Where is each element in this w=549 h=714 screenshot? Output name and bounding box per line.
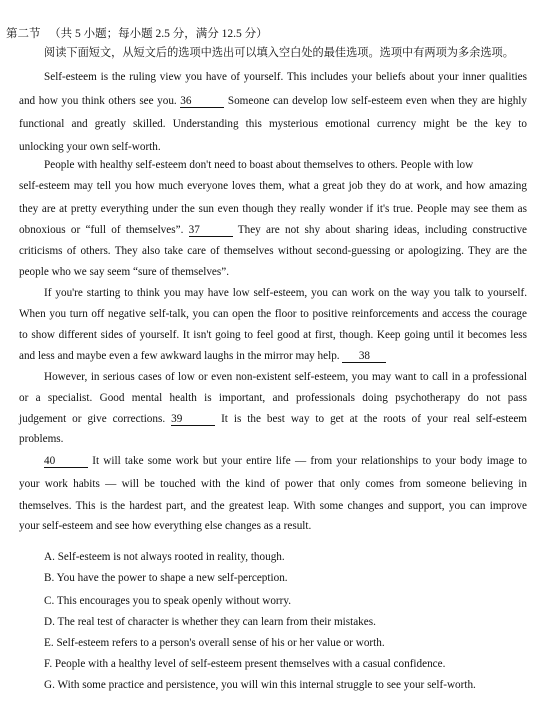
passage-text: and less and maybe even a few awkward laughs in the mirror may help. — [19, 350, 340, 362]
option-letter: D. — [44, 616, 55, 628]
option-a[interactable] — [44, 550, 514, 564]
section-title: 第二节 — [6, 28, 41, 40]
blank-38[interactable]: 38 — [342, 351, 386, 363]
passage-text: It is the best way to get at the roots of your real self-esteem — [221, 413, 528, 425]
passage-line: Self-esteem is the ruling view you have of yourself. This includes your beliefs about your inner qualities — [44, 71, 527, 83]
option-text: Self-esteem is not always rooted in reality, though. — [57, 551, 285, 563]
option-d[interactable] — [44, 615, 514, 629]
section-heading — [6, 27, 514, 41]
passage-text: Someone can develop low self-esteem even when they are highly — [227, 95, 528, 107]
option-letter: C. — [44, 595, 55, 607]
passage-line: self-esteem may tell you how much everyone loves them, what a great job they do at work, and how amazing — [19, 180, 527, 192]
option-text: Self-esteem refers to a person's overall sense of his or her value or worth. — [56, 637, 385, 649]
passage-line: When you turn off negative self-talk, you can open the floor to positive reinforcements and access the courage — [19, 308, 527, 320]
passage-line: themselves. This is the hardest part, and the greatest leap. With some changes and support, you can improve — [19, 500, 527, 512]
passage-line: problems. — [19, 433, 64, 445]
passage-line: your self-esteem and see how everything else changes as a result. — [19, 520, 312, 532]
passage-line: people who we say seem “sure of themselves”. — [19, 266, 230, 278]
blank-40[interactable]: 40 — [44, 456, 88, 468]
option-g[interactable] — [44, 678, 514, 692]
section-instructions: 阅读下面短文，从短文后的选项中选出可以填入空白处的最佳选项。选项中有两项为多余选项。 — [44, 47, 514, 59]
blank-36[interactable]: 36 — [180, 96, 224, 108]
option-e[interactable] — [44, 636, 514, 650]
blank-39[interactable]: 39 — [171, 414, 215, 426]
option-f[interactable] — [44, 657, 514, 671]
passage-text: obnoxious or “full of themselves”. — [19, 224, 184, 236]
option-text: People with a healthy level of self-esteem present themselves with a casual confidence. — [54, 658, 446, 670]
option-text: The real test of character is whether they can learn from their mistakes. — [57, 616, 376, 628]
passage-line: However, in serious cases of low or even non-existent self-esteem, you may want to call in a professional — [44, 371, 527, 383]
passage-text: They are not shy about sharing ideas, including constructive — [237, 224, 528, 236]
passage-text: and how you think others see you. — [19, 95, 177, 107]
passage-line: functional and greatly skilled. Understanding this mysterious emotional currency might be the key to — [19, 118, 527, 130]
passage-text: judgement or give corrections. — [19, 413, 166, 425]
option-letter: E. — [44, 637, 54, 649]
option-letter: F. — [44, 658, 53, 670]
passage-line: If you're starting to think you may have low self-esteem, you can work on the way you talk to yourself. — [44, 287, 527, 299]
section-score-note: （共 5 小题；每小题 2.5 分，满分 12.5 分） — [49, 28, 268, 40]
option-text: This encourages you to speak openly without worry. — [56, 595, 292, 607]
passage-line — [19, 223, 527, 237]
passage-line — [44, 454, 527, 468]
blank-37[interactable]: 37 — [189, 225, 233, 237]
passage-line — [19, 349, 527, 363]
option-letter: B. — [44, 572, 55, 584]
passage-line: unlocking your own self-worth. — [19, 141, 161, 153]
passage-line: to show different sides of yourself. It isn't going to feel good at first, though. Keep going until it becomes less — [19, 329, 527, 341]
passage-line: your work habits — will be touched with the kind of power that only comes from someone believing in — [19, 478, 527, 490]
passage-line — [19, 94, 527, 108]
passage-line: or a specialist. Good mental health is important, and professionals doing psychotherapy do not pass — [19, 392, 527, 404]
passage-line: People with healthy self-esteem don't need to boast about themselves to others. People with low — [44, 159, 474, 171]
option-text: You have the power to shape a new self-perception. — [56, 572, 288, 584]
option-letter: G. — [44, 679, 55, 691]
passage-line — [19, 412, 527, 426]
option-text: With some practice and persistence, you will win this internal struggle to see your self-worth. — [57, 679, 476, 691]
passage-line: criticisms of others. They also take care of themselves without second-guessing or apologizing. They are the — [19, 245, 527, 257]
option-c[interactable] — [44, 594, 514, 608]
passage-text: It will take some work but your entire life — from your relationships to your body image to — [92, 455, 528, 467]
option-letter: A. — [44, 551, 55, 563]
option-b[interactable] — [44, 571, 514, 585]
passage-line: they are at pretty everything under the sun even though they really wonder if it's true. People may see them as — [19, 203, 527, 215]
